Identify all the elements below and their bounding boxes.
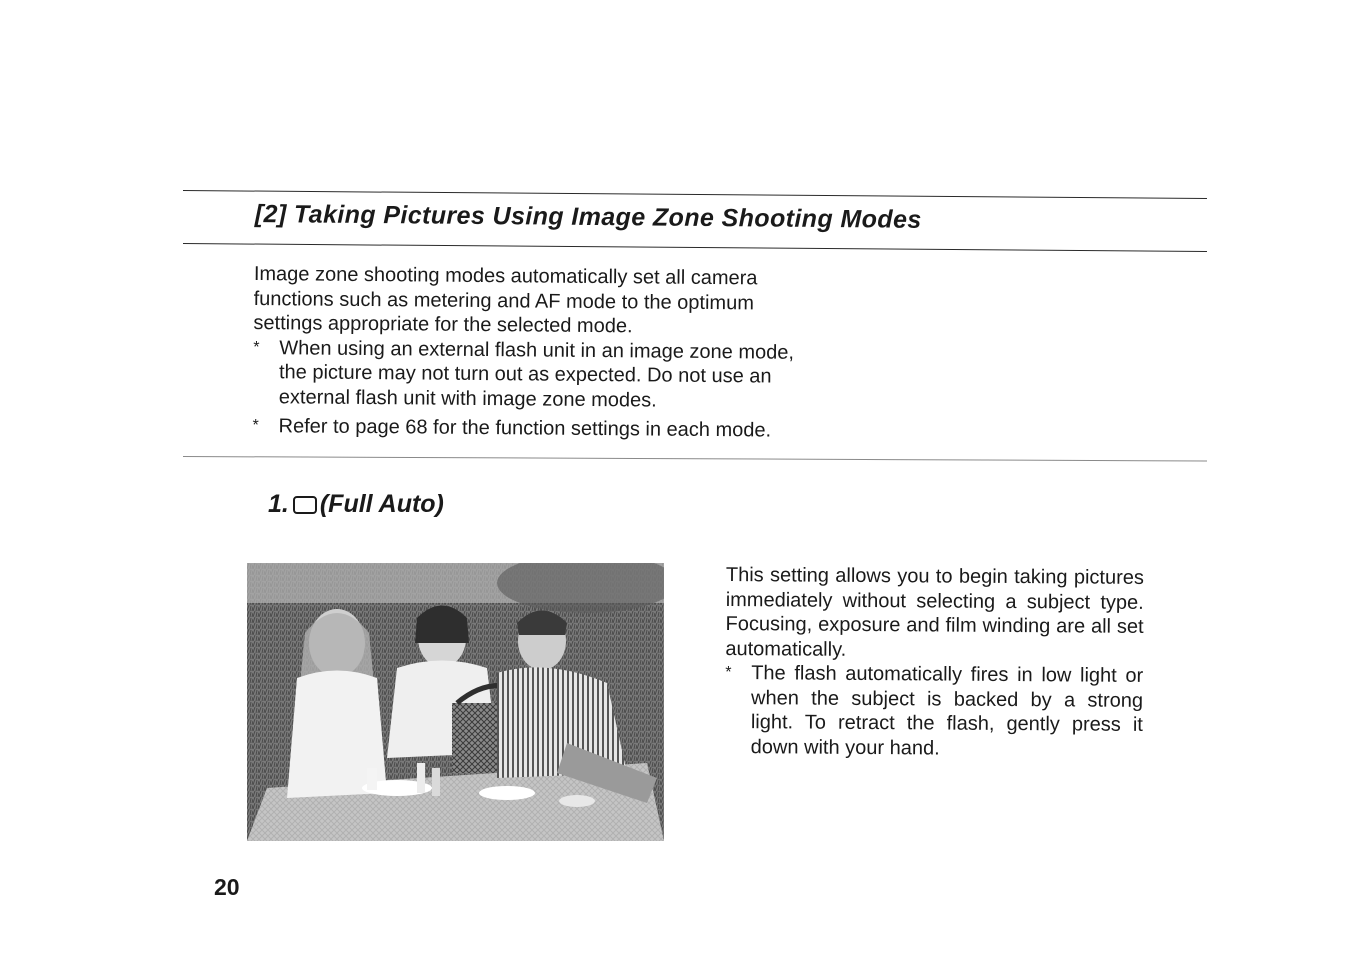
rectangle-mode-icon <box>293 496 317 514</box>
subsection-label: (Full Auto) <box>319 490 444 518</box>
note-text: When using an external flash unit in an image zone mode, the picture may not turn out as expected. Do not use an external flash unit with image zone modes. <box>278 336 795 412</box>
section-separator-rule <box>183 456 1207 461</box>
asterisk-marker: * <box>725 663 732 682</box>
note-item <box>253 335 826 413</box>
picnic-photo <box>247 563 664 841</box>
subsection-title <box>268 490 444 519</box>
full-auto-description <box>725 563 1144 762</box>
title-underline-rule <box>183 243 1207 252</box>
intro-paragraph: Image zone shooting modes automatically set all camera functions such as metering and AF mode to the optimum settings appropriate for the selected mode. <box>253 262 758 338</box>
body-paragraph: This setting allows you to begin taking pictures immediately without selecting a subject type. Focusing, exposure and film winding are all set automatically. <box>725 564 1144 661</box>
note-item <box>252 414 824 443</box>
section-title: [2] Taking Pictures Using Image Zone Shooting Modes <box>254 200 922 234</box>
page-number: 20 <box>214 874 240 900</box>
note-text: The flash automatically fires in low light or when the subject is backed by a strong light. To retract the flash, gently press it down with your hand. <box>750 662 1144 759</box>
note-text: Refer to page 68 for the function settings in each mode. <box>278 415 772 442</box>
asterisk-marker: * <box>253 338 260 356</box>
top-rule <box>183 190 1207 199</box>
asterisk-marker: * <box>252 416 259 435</box>
intro-block <box>252 262 826 443</box>
note-item <box>725 661 1144 762</box>
subsection-number: 1. <box>268 490 289 518</box>
